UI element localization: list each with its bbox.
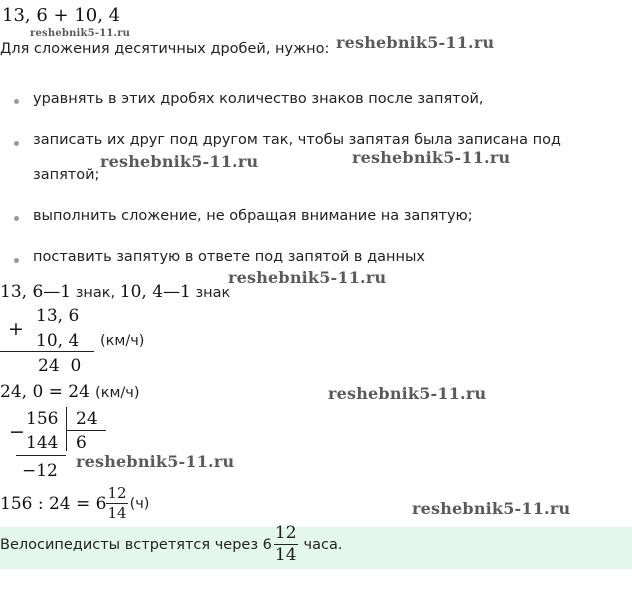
subtrahend: 144 [26,433,59,453]
watermark: reshebnik5-11.ru [228,268,387,287]
sum-line [0,351,94,352]
fraction-result-line: 156 : 24 = 6 $\frac{12}{14}$ (ч) [0,484,150,522]
list-item: поставить запятую в ответе под запятой в данных [33,249,425,265]
watermark: reshebnik5-11.ru [76,452,235,471]
problem-expression: 13, 6 + 10, 4 [2,5,121,26]
division-bar-horizontal [66,430,106,431]
watermark: reshebnik5-11.ru [30,28,131,39]
divisor: 24 [76,409,98,429]
list-item: записать их друг под другом так, чтобы запятая была записана под [33,132,561,148]
addition-unit: (км/ч) [100,333,145,349]
answer-line: Велосипедисты встретятся через 6 $\frac{12}{14}$ часа. [0,523,343,565]
bullet-icon [14,216,19,221]
bullet-icon [14,99,19,104]
fraction: $\frac{12}{14}$ [107,484,127,522]
bullet-icon [14,258,19,263]
list-item: выполнить сложение, не обращая внимание на запятую; [33,208,473,224]
dividend: 156 [26,409,59,429]
remainder-line [16,455,66,456]
division-bar-vertical [66,407,67,451]
addend-bottom: 10, 4 [36,331,80,351]
answer-fraction: $\frac{12}{14}$ [274,523,297,565]
plus-sign: + [8,318,24,340]
watermark: reshebnik5-11.ru [328,384,487,403]
remainder: −12 [22,461,58,481]
bullet-icon [14,141,19,146]
addition-result: 24 0 [38,356,82,376]
list-item: уравнять в этих дробях количество знаков после запятой, [33,91,484,107]
digits-note: 13, 6—1 знак, 10, 4—1 знак [0,282,231,302]
watermark: reshebnik5-11.ru [412,499,571,518]
watermark: reshebnik5-11.ru [336,33,495,52]
quotient: 6 [76,433,87,453]
watermark: reshebnik5-11.ru [100,152,259,171]
intro-text: Для сложения десятичных дробей, нужно: [0,41,330,57]
addend-top: 13, 6 [36,306,80,326]
minus-sign: − [9,421,25,443]
result-line: 24, 0 = 24 (км/ч) [0,382,140,402]
list-item-continuation: запятой; [33,167,100,183]
watermark: reshebnik5-11.ru [352,148,511,167]
